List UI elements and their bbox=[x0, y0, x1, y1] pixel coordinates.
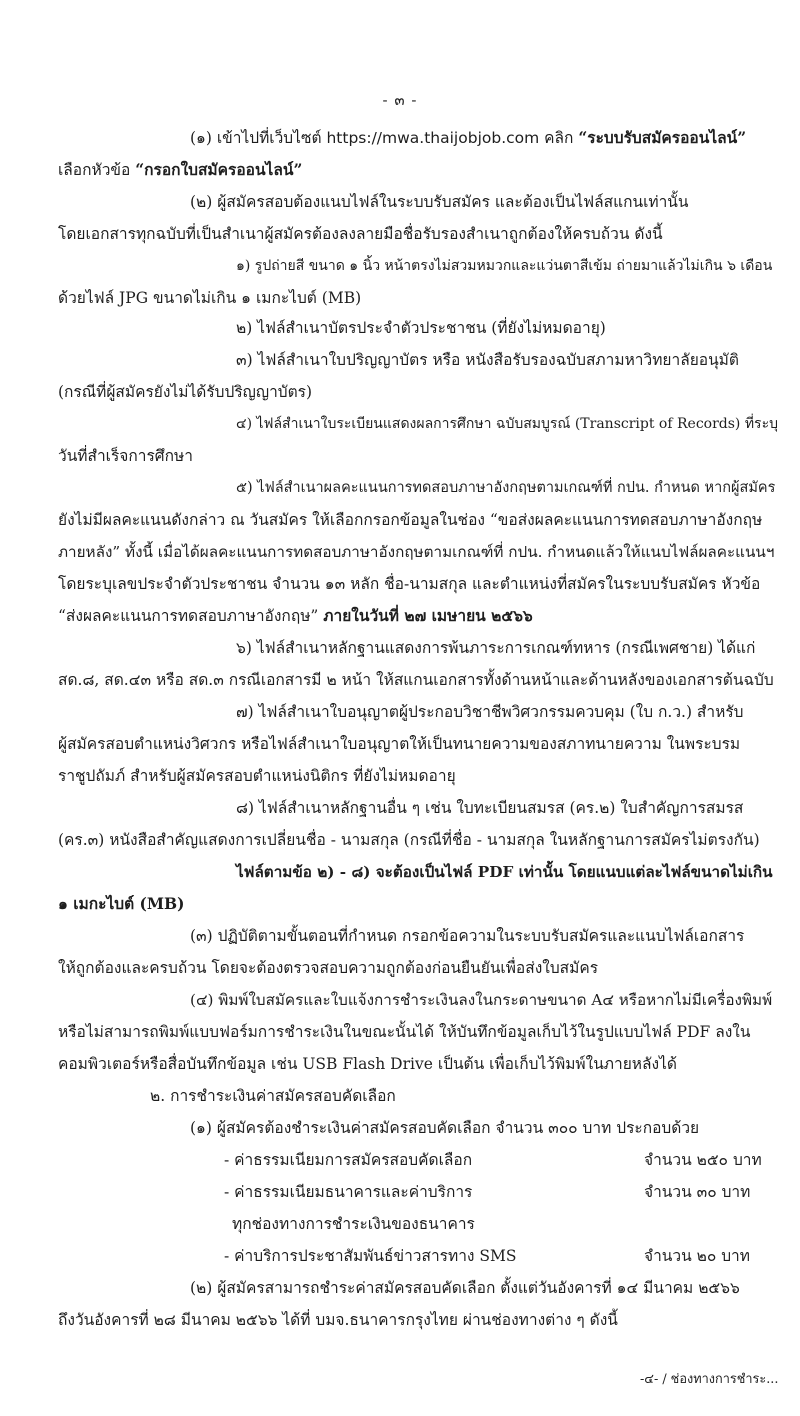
fee-row-2-label-cont: ทุกช่องทางการชำระเงินของธนาคาร bbox=[232, 1215, 475, 1233]
item-4-line-1: (๔) พิมพ์ใบสมัครและใบแจ้งการชำระเงินลงในกระดาษขนาด A๔ หรือหากไม่มีเครื่องพิมพ์ bbox=[190, 991, 773, 1009]
doc-6-line-1: ๖) ไฟล์สำเนาหลักฐานแสดงการพ้นภาระการเกณฑ์ทหาร (กรณีเพศชาย) ได้แก่ bbox=[236, 639, 756, 657]
payment-item-2-line-2: ถึงวันอังคารที่ ๒๘ มีนาคม ๒๕๖๖ ได้ที่ บมจ.ธนาคารกรุงไทย ผ่านช่องทางต่าง ๆ ดังนี้ bbox=[58, 1311, 618, 1329]
fee-row-2-label: - ค่าธรรมเนียมธนาคารและค่าบริการ bbox=[224, 1183, 473, 1201]
fee-row-3-amount: จำนวน ๒๐ บาท bbox=[644, 1247, 750, 1265]
doc-7-line-3: ราชูปถัมภ์ สำหรับผู้สมัครสอบตำแหน่งนิติกร ที่ยังไม่หมดอายุ bbox=[58, 767, 456, 785]
doc-6-line-2: สด.๘, สด.๔๓ หรือ สด.๓ กรณีเอกสารมี ๒ หน้า ให้สแกนเอกสารทั้งด้านหน้าและด้านหลังของเอกสารต้นฉบับ bbox=[58, 671, 774, 689]
online-system-label: “ระบบรับสมัครออนไลน์” bbox=[578, 128, 747, 147]
fee-row-1-label: - ค่าธรรมเนียมการสมัครสอบคัดเลือก bbox=[224, 1151, 473, 1169]
doc-5-line-1: ๕) ไฟล์สำเนาผลคะแนนการทดสอบภาษาอังกฤษตามเกณฑ์ที่ กปน. กำหนด หากผู้สมัคร bbox=[236, 480, 776, 496]
doc-8-line-1: ๘) ไฟล์สำเนาหลักฐานอื่น ๆ เช่น ใบทะเบียนสมรส (คร.๒) ใบสำคัญการสมรส bbox=[236, 799, 744, 817]
doc-3-line-2: (กรณีที่ผู้สมัครยังไม่ได้รับปริญญาบัตร) bbox=[58, 383, 313, 401]
doc-5-line-4: โดยระบุเลขประจำตัวประชาชน จำนวน ๑๓ หลัก ชื่อ-นามสกุล และตำแหน่งที่สมัครในระบบรับสมัคร หัวข้อ bbox=[58, 575, 761, 593]
item-3-line-1: (๓) ปฏิบัติตามขั้นตอนที่กำหนด กรอกข้อความในระบบรับสมัครและแนบไฟล์เอกสาร bbox=[190, 927, 745, 945]
doc-7-line-1: ๗) ไฟล์สำเนาใบอนุญาตผู้ประกอบวิชาชีพวิศวกรรมควบคุม (ใบ ก.ว.) สำหรับ bbox=[236, 703, 744, 721]
website-link[interactable]: https://mwa.thaijobjob.com bbox=[326, 129, 540, 147]
online-form-label: “กรอกใบสมัครออนไลน์” bbox=[135, 160, 303, 179]
doc-4-line-2: วันที่สำเร็จการศึกษา bbox=[58, 447, 193, 465]
doc-5-line-3: ภายหลัง” ทั้งนี้ เมื่อได้ผลคะแนนการทดสอบภาษาอังกฤษตามเกณฑ์ที่ กปน. กำหนดแล้วให้แนบไฟล์ผลคะแนนฯ bbox=[58, 543, 775, 561]
item-3-line-2: ให้ถูกต้องและครบถ้วน โดยจะต้องตรวจสอบความถูกต้องก่อนยืนยันเพื่อส่งใบสมัคร bbox=[58, 959, 599, 977]
item-1-line-2 bbox=[58, 160, 302, 180]
pdf-note-line-2: ๑ เมกะไบต์ (MB) bbox=[58, 894, 185, 913]
doc-7-line-2: ผู้สมัครสอบตำแหน่งวิศวกร หรือไฟล์สำเนาใบอนุญาตให้เป็นทนายความของสภาทนายความ ในพระบรม bbox=[58, 735, 741, 753]
item-1-line bbox=[190, 128, 746, 148]
doc-3-line-1: ๓) ไฟล์สำเนาใบปริญญาบัตร หรือ หนังสือรับรองฉบับสภามหาวิทยาลัยอนุมัติ bbox=[236, 351, 739, 369]
item-2-line-1: (๒) ผู้สมัครสอบต้องแนบไฟล์ในระบบรับสมัคร และต้องเป็นไฟล์สแกนเท่านั้น bbox=[190, 193, 689, 211]
next-page-reference: -๔- / ช่องทางการชำระ... bbox=[640, 1372, 779, 1387]
fee-row-1-amount: จำนวน ๒๕๐ บาท bbox=[644, 1151, 762, 1169]
doc-8-line-2: (คร.๓) หนังสือสำคัญแสดงการเปลี่ยนชื่อ - นามสกุล (กรณีที่ชื่อ - นามสกุล ในหลักฐานการสมัครไม่ตรงกัน) bbox=[58, 831, 760, 849]
doc-1-line-2: ด้วยไฟล์ JPG ขนาดไม่เกิน ๑ เมกะไบต์ (MB) bbox=[58, 289, 362, 307]
item-1-click-text: คลิก bbox=[539, 129, 579, 147]
item-4-line-3: คอมพิวเตอร์หรือสื่อบันทึกข้อมูล เช่น USB Flash Drive เป็นต้น เพื่อเก็บไว้พิมพ์ในภายหลังได้ bbox=[58, 1055, 677, 1073]
doc-2-line: ๒) ไฟล์สำเนาบัตรประจำตัวประชาชน (ที่ยังไม่หมดอายุ) bbox=[236, 319, 606, 337]
pdf-note-line-1: ไฟล์ตามข้อ ๒) - ๘) จะต้องเป็นไฟล์ PDF เท่านั้น โดยแนบแต่ละไฟล์ขนาดไม่เกิน bbox=[236, 863, 773, 881]
send-score-topic: “ส่งผลคะแนนการทดสอบภาษาอังกฤษ” bbox=[58, 607, 324, 625]
item-2-line-2: โดยเอกสารทุกฉบับที่เป็นสำเนาผู้สมัครต้องลงลายมือชื่อรับรองสำเนาถูกต้องให้ครบถ้วน ดังนี้ bbox=[58, 225, 663, 243]
fee-row-3-label: - ค่าบริการประชาสัมพันธ์ข่าวสารทาง SMS bbox=[224, 1247, 517, 1265]
doc-5-line-5 bbox=[58, 606, 533, 626]
page-number: - ๓ - bbox=[382, 91, 418, 109]
item-1-text: (๑) เข้าไปที่เว็บไซต์ bbox=[190, 129, 327, 147]
payment-item-1: (๑) ผู้สมัครต้องชำระเงินค่าสมัครสอบคัดเลือก จำนวน ๓๐๐ บาท ประกอบด้วย bbox=[190, 1119, 700, 1137]
doc-5-line-2: ยังไม่มีผลคะแนนดังกล่าว ณ วันสมัคร ให้เลือกกรอกข้อมูลในช่อง “ขอส่งผลคะแนนการทดสอบภาษาอังกฤษ bbox=[58, 511, 763, 529]
payment-item-2-line-1: (๒) ผู้สมัครสามารถชำระค่าสมัครสอบคัดเลือก ตั้งแต่วันอังคารที่ ๑๔ มีนาคม ๒๕๖๖ bbox=[190, 1279, 740, 1297]
section-2-heading: ๒. การชำระเงินค่าสมัครสอบคัดเลือก bbox=[150, 1087, 396, 1105]
deadline-date: ภายในวันที่ ๒๗ เมษายน ๒๕๖๖ bbox=[323, 606, 533, 625]
fee-row-2-amount: จำนวน ๓๐ บาท bbox=[644, 1183, 751, 1201]
choose-topic-text: เลือกหัวข้อ bbox=[58, 161, 136, 179]
doc-1-line-1: ๑) รูปถ่ายสี ขนาด ๑ นิ้ว หน้าตรงไม่สวมหมวกและแว่นตาสีเข้ม ถ่ายมาแล้วไม่เกิน ๖ เดือน bbox=[236, 258, 773, 274]
item-4-line-2: หรือไม่สามารถพิมพ์แบบฟอร์มการชำระเงินในขณะนั้นได้ ให้บันทึกข้อมูลเก็บไว้ในรูปแบบไฟล์ PDF ลงใน bbox=[58, 1023, 751, 1041]
doc-4-line-1: ๔) ไฟล์สำเนาใบระเบียนแสดงผลการศึกษา ฉบับสมบูรณ์ (Transcript of Records) ที่ระบุ bbox=[236, 416, 778, 432]
